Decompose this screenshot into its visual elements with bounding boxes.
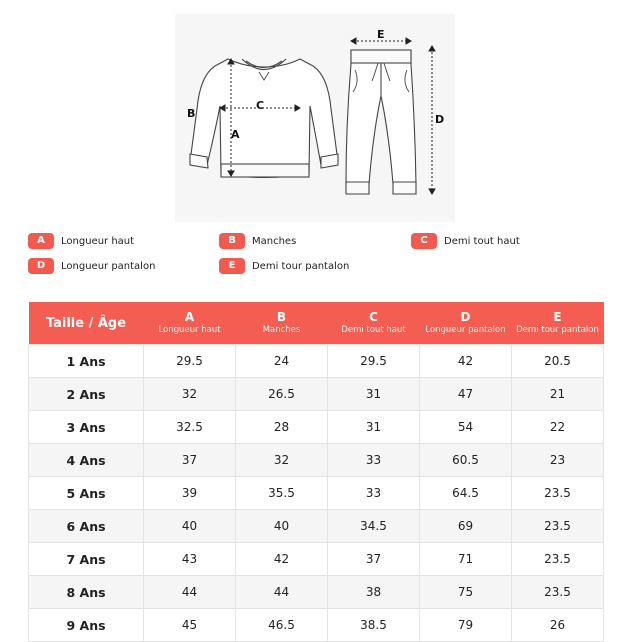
legend-label-e: Demi tour pantalon (252, 260, 350, 272)
value-cell: 79 (420, 609, 512, 642)
table-row (29, 444, 604, 477)
value-cell: 23.5 (512, 510, 604, 543)
value-cell: 26.5 (236, 378, 328, 411)
value-cell: 20.5 (512, 345, 604, 378)
header-label: Longueur pantalon (425, 325, 506, 335)
age-cell: 2 Ans (29, 378, 144, 411)
age-cell: 1 Ans (29, 345, 144, 378)
legend-label-c: Demi tout haut (444, 235, 520, 247)
table-row (29, 345, 604, 378)
garment-diagram (175, 14, 455, 222)
value-cell: 23.5 (512, 477, 604, 510)
table-row (29, 477, 604, 510)
legend-item-d (28, 258, 155, 274)
pants-drawing (346, 50, 416, 194)
value-cell: 75 (420, 576, 512, 609)
value-cell: 40 (236, 510, 328, 543)
age-cell: 7 Ans (29, 543, 144, 576)
sweatshirt-drawing (190, 59, 338, 178)
value-cell: 64.5 (420, 477, 512, 510)
value-cell: 35.5 (236, 477, 328, 510)
header-letter: E (553, 310, 562, 324)
legend-item-a (28, 233, 134, 249)
value-cell: 43 (144, 543, 236, 576)
legend-label-d: Longueur pantalon (61, 260, 156, 272)
legend-badge-d: D (28, 258, 54, 274)
size-chart-table (28, 302, 604, 642)
value-cell: 23 (512, 444, 604, 477)
table-row (29, 576, 604, 609)
value-cell: 23.5 (512, 543, 604, 576)
value-cell: 32.5 (144, 411, 236, 444)
value-cell: 42 (236, 543, 328, 576)
value-cell: 29.5 (144, 345, 236, 378)
table-row (29, 510, 604, 543)
value-cell: 34.5 (328, 510, 420, 543)
age-cell: 5 Ans (29, 477, 144, 510)
legend-label-b: Manches (252, 235, 297, 247)
table-row (29, 543, 604, 576)
header-label: Longueur haut (158, 325, 221, 335)
header-label: Demi tour pantalon (516, 325, 599, 335)
age-cell: 6 Ans (29, 510, 144, 543)
table-row (29, 378, 604, 411)
table-row (29, 609, 604, 642)
value-cell: 28 (236, 411, 328, 444)
value-cell: 44 (236, 576, 328, 609)
header-letter: D (460, 310, 471, 324)
value-cell: 47 (420, 378, 512, 411)
value-cell: 32 (236, 444, 328, 477)
value-cell: 37 (328, 543, 420, 576)
header-col-a (144, 302, 236, 345)
header-col-b (236, 302, 328, 345)
legend-item-c (411, 233, 520, 249)
value-cell: 69 (420, 510, 512, 543)
header-letter: A (184, 310, 195, 324)
label-b: B (187, 107, 196, 120)
value-cell: 38 (328, 576, 420, 609)
garment-illustration (175, 14, 455, 222)
legend-badge-a: A (28, 233, 54, 249)
value-cell: 37 (144, 444, 236, 477)
value-cell: 33 (328, 444, 420, 477)
value-cell: 46.5 (236, 609, 328, 642)
header-letter: B (276, 310, 287, 324)
value-cell: 44 (144, 576, 236, 609)
value-cell: 22 (512, 411, 604, 444)
header-label: Manches (262, 325, 301, 335)
value-cell: 24 (236, 345, 328, 378)
legend-item-e (219, 258, 349, 274)
legend-badge-e: E (219, 258, 245, 274)
age-cell: 4 Ans (29, 444, 144, 477)
header-letter: C (369, 310, 378, 324)
value-cell: 32 (144, 378, 236, 411)
value-cell: 71 (420, 543, 512, 576)
table-header-row (29, 302, 604, 345)
value-cell: 21 (512, 378, 604, 411)
value-cell: 45 (144, 609, 236, 642)
age-cell: 3 Ans (29, 411, 144, 444)
label-e: E (377, 28, 385, 41)
value-cell: 31 (328, 411, 420, 444)
label-d: D (435, 113, 445, 126)
legend-badge-b: B (219, 233, 245, 249)
value-cell: 38.5 (328, 609, 420, 642)
legend-badge-c: C (411, 233, 437, 249)
value-cell: 42 (420, 345, 512, 378)
value-cell: 31 (328, 378, 420, 411)
value-cell: 40 (144, 510, 236, 543)
table-row (29, 411, 604, 444)
value-cell: 29.5 (328, 345, 420, 378)
label-a: A (231, 128, 240, 141)
value-cell: 26 (512, 609, 604, 642)
header-label: Demi tout haut (341, 325, 406, 335)
legend-label-a: Longueur haut (61, 235, 135, 247)
legend-item-b (219, 233, 296, 249)
age-cell: 9 Ans (29, 609, 144, 642)
label-c: C (256, 99, 265, 112)
measurement-legend (28, 233, 608, 278)
header-col-c (328, 302, 420, 345)
header-col-d (420, 302, 512, 345)
value-cell: 60.5 (420, 444, 512, 477)
value-cell: 54 (420, 411, 512, 444)
header-col-e (512, 302, 604, 345)
value-cell: 33 (328, 477, 420, 510)
header-size-age: Taille / Âge (29, 302, 144, 345)
value-cell: 39 (144, 477, 236, 510)
value-cell: 23.5 (512, 576, 604, 609)
age-cell: 8 Ans (29, 576, 144, 609)
